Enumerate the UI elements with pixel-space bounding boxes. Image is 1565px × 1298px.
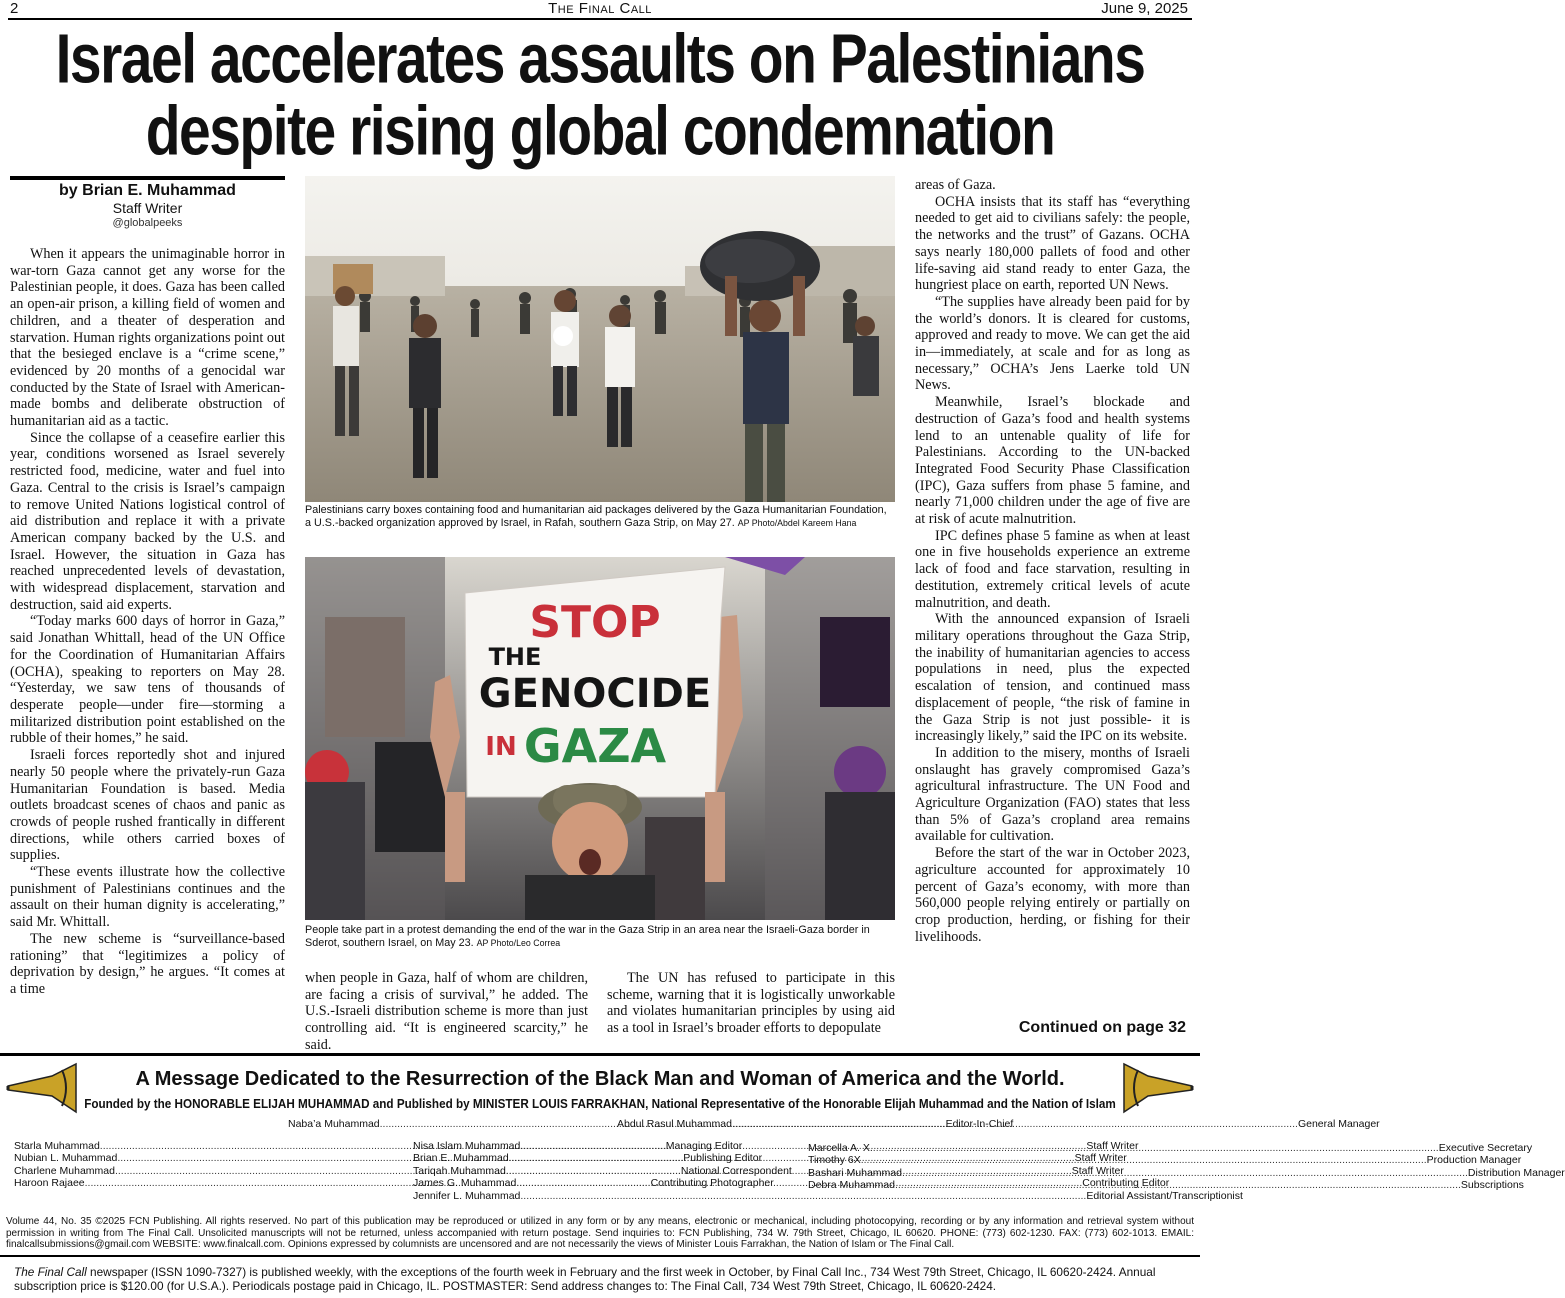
paragraph: Israeli forces reportedly shot and injured nearly 50 people where the privately-run Gaza Humanitarian Foundation is based. Media outlets broadcast scenes of chaos and panic as crowds of people rushed frantically in different directions, while others carried boxes of supplies. — [10, 747, 285, 864]
staff-title: Executive Secretary — [1438, 1142, 1533, 1154]
staff-title: Editor-In-Chief — [945, 1118, 1014, 1130]
paragraph: “These events illustrate how the collective punishment of Palestinians continues and the assault on their human dignity is accelerating,” said Mr. Whittall. — [10, 864, 285, 931]
staff-title: Staff Writer — [1074, 1152, 1127, 1165]
byline-rule — [10, 176, 285, 180]
leader-dots — [873, 1142, 1439, 1154]
continued-on-jump: Continued on page 32 — [1018, 1019, 1186, 1036]
author-role: Staff Writer — [112, 200, 183, 216]
article-column-2a — [305, 970, 588, 1053]
staff-name: Timothy 6X — [808, 1154, 861, 1167]
paragraph: The new scheme is “surveillance-based rationing” that “legitimizes a policy of deprivation by design,” he argues. “It comes at a time — [10, 930, 285, 997]
staff-title: Production Manager — [1426, 1154, 1522, 1167]
staff-name: Starla Muhammad — [14, 1140, 100, 1152]
staff-name: Brian E. Muhammad — [413, 1152, 509, 1165]
headline-line-2: despite rising global condemnation — [145, 92, 1055, 171]
staff-name: Charlene Muhammad — [14, 1164, 115, 1177]
staff-name: Nisa Islam Muhammad — [413, 1140, 521, 1152]
caption-text: Palestinians carry boxes containing food and humanitarian aid packages delivered by the Gaza Humanitarian Foundation, a U.S.-backed organization approved by Israel, in Rafah, southern Gaza Strip, on May 27. — [305, 504, 887, 529]
staff-name: Nubian L. Muhammad — [14, 1152, 118, 1165]
leader-dots — [895, 1179, 1461, 1191]
staff-title: Staff Writer — [1071, 1164, 1124, 1177]
staff-title: Publishing Editor — [683, 1152, 763, 1165]
masthead-rule — [0, 1053, 1200, 1056]
staff-list-3 — [808, 1142, 1565, 1192]
folio — [0, 0, 1200, 18]
masthead-title: A Message Dedicated to the Resurrection of the Black Man and Woman of America and the World. — [135, 1068, 1065, 1090]
staff-name: Jennifer L. Muhammad — [413, 1189, 521, 1202]
staff-name: Bashari Muhammad — [808, 1166, 902, 1179]
paragraph: Since the collapse of a ceasefire earlier this year, conditions worsened as Israel severely restricted food, medicine, water and fuel into Gaza. Central to the crisis is Israel’s campaign to remove United Nations logistical control of aid distribution and replace it with a private American company backed by the U.S. and Israel. However, the situation in Gaza has reached unprecedented levels of devastation, with widespread displacement, starvation and destruction, said aid experts. — [10, 429, 285, 613]
photo-aid-carriers-image — [305, 176, 895, 502]
photo-aid-carriers — [305, 176, 895, 502]
staff-row — [413, 1189, 1243, 1202]
paragraph: Before the start of the war in October 2023, agriculture accounted for approximately 10 percent of Gaza’s economy, with more than 560,000 people relying entirely or partially on crop production, herding, or fishing for their livelihoods. — [915, 845, 1190, 945]
paragraph: Meanwhile, Israel’s blockade and destruction of Gaza’s food and health systems lend to an untenable quality of life for Palestinians. According to the UN-backed Integrated Food Security Phase Classification (IPC), Gaza suffers from phase 5 famine, and nearly 71,000 children under the age of five are at risk of acute malnutrition. — [915, 394, 1190, 528]
paper-name: The Final Call — [548, 0, 652, 17]
staff-row — [808, 1142, 1533, 1154]
article-column-1 — [10, 246, 285, 1036]
article-column-2b — [607, 970, 895, 1040]
sign-word-gaza: GAZA — [523, 719, 667, 773]
leader-dots — [732, 1118, 1298, 1130]
legal-notice: Volume 44, No. 35 ©2025 FCN Publishing. All rights reserved. No part of this publication may be reproduced or utilized in any form or by any means, electronic or mechanical, including photocopying, recording or by any information and retrieval system without permission in writing from The Final Call. Unsolicited manuscripts will not be returned, unless accompanied with return postage. Send inquiries to: FCN Publishing, 734 W. 79th Street, Chicago, IL 60620. PHONE: (773) 602-1230. FAX: (773) 602-1013. EMAIL: finalcallsubmissions@gmail.com WEBSITE: www.finalcall.com. Opinions expressed by columnists are uncensored and are not necessarily the views of Minister Louis Farrakhan, the Nation of Islam or The Final Call. — [6, 1216, 1194, 1251]
paragraph: when people in Gaza, half of whom are children, are facing a crisis of survival,” he added. The U.S.-Israeli distribution scheme is more than just controlling aid. “It is engineered scarcity,” he said. — [305, 970, 588, 1053]
staff-title: Contributing Photographer — [650, 1177, 774, 1190]
masthead-subtitle: Founded by the HONORABLE ELIJAH MUHAMMAD and Published by MINISTER LOUIS FARRAKHAN, National Representative of the Honorable Elijah Muhammad and the Nation of Islam — [84, 1096, 1116, 1111]
issue-date: June 9, 2025 — [1101, 0, 1188, 17]
staff-title: Subscriptions — [1460, 1179, 1524, 1192]
photo-protest-caption — [305, 924, 895, 950]
photo-credit: AP Photo/Abdel Kareem Hana — [737, 518, 857, 528]
paper-name-italic: The Final Call — [14, 1265, 87, 1279]
leader-dots — [902, 1164, 1468, 1179]
paragraph: When it appears the unimaginable horror in war-torn Gaza cannot get any worse for the Palestinian people, it does. Gaza has been called an open-air prison, a killing field of women and children, and a theater of desperation and starvation. Human rights organizations point out that the besieged enclave is a “crime scene,” evidenced by 20 months of a genocidal war conducted by the State of Israel with American-made bombs and deliberate obstruction of humanitarian aid as a tactic. — [10, 246, 285, 430]
staff-row — [808, 1179, 1524, 1192]
staff-title: Editorial Assistant/Transcriptionist — [1086, 1189, 1243, 1202]
staff-row — [808, 1164, 1565, 1179]
staff-title: Managing Editor — [665, 1140, 743, 1152]
staff-name: Haroon Rajaee — [14, 1177, 85, 1190]
paragraph: “The supplies have already been paid for by the world’s donors. It is cleared for customs, approved and ready to move. We can get the aid in—immediately, at scale and for as long as necessary,” OCHA’s Jens Laerke told UN News. — [915, 293, 1190, 394]
staff-title: National Correspondent — [680, 1164, 792, 1177]
leader-dots — [861, 1154, 1427, 1166]
staff-row — [808, 1154, 1522, 1167]
paragraph: IPC defines phase 5 famine as when at least one in five households experience an extreme lack of food and face starvation, resulting in destitution, extremely critical levels of acute malnutrition, and death. — [915, 527, 1190, 611]
staff-title: Staff Writer — [1086, 1140, 1139, 1152]
byline — [10, 182, 285, 230]
staff-name: James G. Muhammad — [413, 1177, 517, 1190]
photo-protest-image — [305, 557, 895, 920]
page-number: 2 — [10, 0, 19, 17]
photo-credit: AP Photo/Leo Correa — [476, 938, 561, 948]
staff-name: Abdul Rasul Muhammad — [617, 1118, 732, 1130]
caption-text: People take part in a protest demanding the end of the war in the Gaza Strip in an area near the Israeli-Gaza border in Sderot, southern Israel, on May 23. — [305, 924, 870, 949]
photo-protest — [305, 557, 895, 920]
staff-name: Naba’a Muhammad — [288, 1118, 380, 1130]
postal-rule — [0, 1255, 1200, 1257]
postal-text: newspaper (ISSN 1090-7327) is published weekly, with the exceptions of the fourth week in February and the first week in October, by Final Call Inc., 734 West 79th Street, Chicago, IL 60620-2424. Annual subscription price is $120.00 (for U.S.A.). Periodicals postage paid in Chicago, IL. POSTMASTER: Send address changes to: The Final Call, 734 West 79th Street, Chicago, IL 60620-2424. — [14, 1265, 1156, 1293]
postal-statement — [14, 1266, 1190, 1293]
staff-title: Distribution Manager — [1467, 1166, 1565, 1179]
paragraph: The UN has refused to participate in this scheme, warning that it is logistically unworkable and violates humanitarian principles by using aid as a tool in Israel’s broader efforts to depopulate — [607, 970, 895, 1037]
article-column-3 — [915, 177, 1190, 1015]
paragraph: With the announced expansion of Israeli military operations throughout the Gaza Strip, the inability of humanitarian agencies to access populations in need, plus the expected escalation of tension, and continued mass displacement of people, “the risk of famine in the Gaza Strip is not just possible- it is increasingly likely,” said the IPC on its website. — [915, 611, 1190, 745]
sign-word-stop: STOP — [529, 597, 661, 648]
headline-line-1: Israel accelerates assaults on Palestinians — [55, 20, 1145, 99]
author-name: by Brian E. Muhammad — [59, 182, 236, 199]
sign-word-in: IN — [485, 732, 517, 762]
photo-aid-carriers-caption — [305, 504, 895, 530]
staff-title: Contributing Editor — [1082, 1177, 1170, 1190]
sign-word-genocide: GENOCIDE — [478, 671, 712, 717]
paragraph: In addition to the misery, months of Israeli onslaught has gravely compromised Gaza’s agricultural infrastructure. The UN Food and Agriculture Organization (FAO) states that less than 5% of Gaza’s cropland area remains available for cultivation. — [915, 744, 1190, 845]
staff-title: General Manager — [1297, 1118, 1380, 1130]
headline — [0, 20, 1200, 171]
sign-word-the: THE — [488, 643, 542, 671]
author-handle: @globalpeeks — [112, 217, 183, 229]
paragraph: areas of Gaza. — [915, 177, 996, 193]
paragraph: “Today marks 600 days of horror in Gaza,” said Jonathan Whittall, head of the UN Office for the Coordination of Humanitarian Affairs (OCHA), speaking to reporters on May 28. “Yesterday, we saw tens of thousands of desperate people—under fire—storming a militarized distribution point established on the rubble of their homes,” he said. — [10, 613, 285, 747]
paragraph: OCHA insists that its staff has “everything needed to get aid to civilians safely: the people, the networks and the trust” of Gazans. OCHA says nearly 180,000 pallets of food and other life-saving aid stand ready to enter Gaza, the hungriest place on earth, reported UN News. — [915, 193, 1190, 294]
staff-name: Debra Muhammad — [808, 1179, 895, 1192]
staff-name: Tariqah Muhammad — [413, 1164, 506, 1177]
staff-name: Marcella A. X. — [808, 1142, 873, 1154]
